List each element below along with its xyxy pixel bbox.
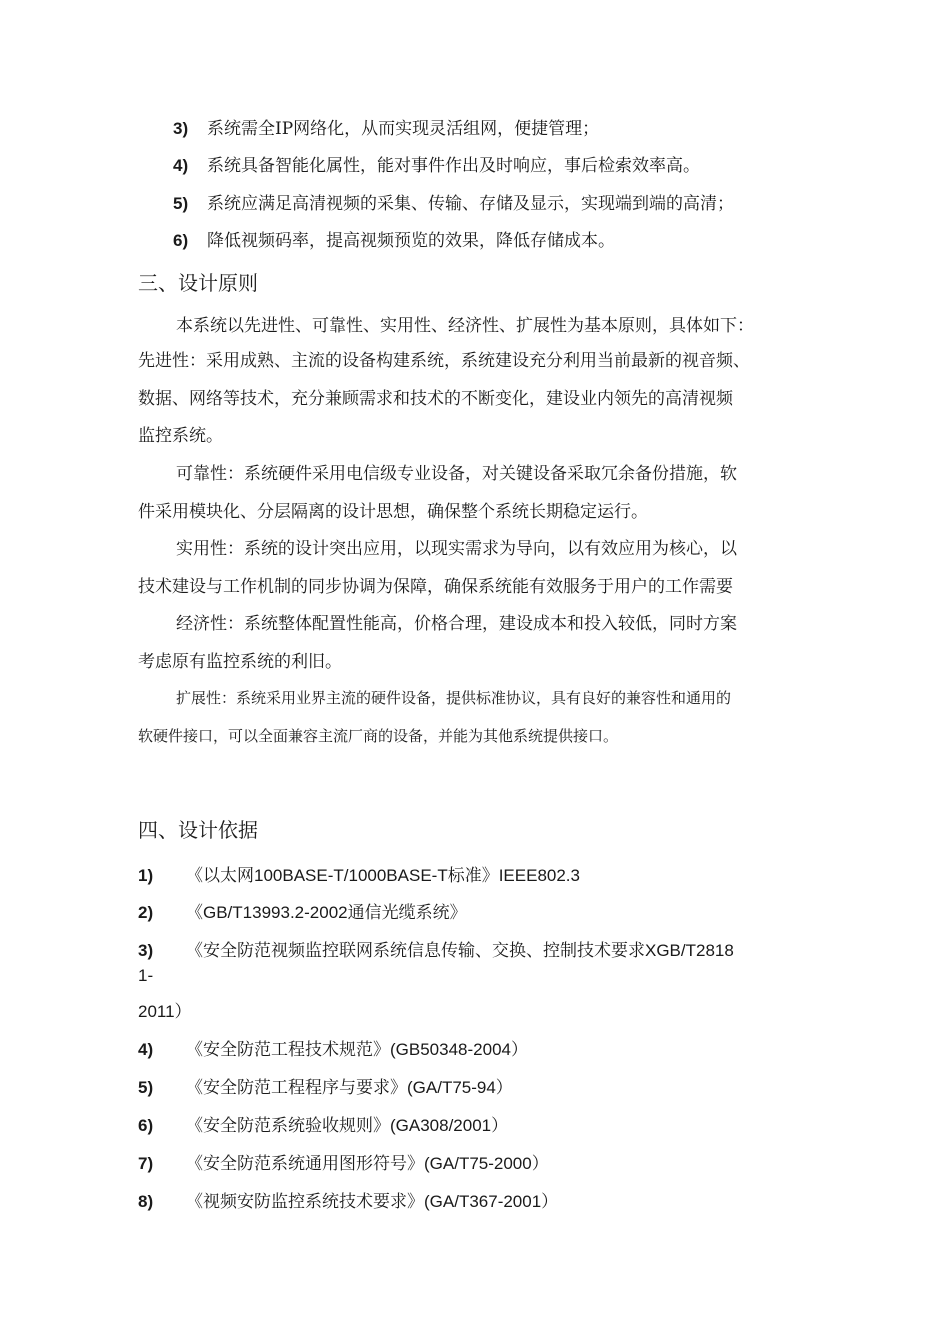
requirement-item	[173, 154, 700, 178]
reference-item	[138, 1038, 528, 1062]
item-number: 5)	[138, 1078, 154, 1097]
reference-item	[138, 1152, 549, 1176]
item-number: 1)	[138, 866, 154, 885]
reference-item	[138, 864, 580, 888]
item-text: 《安全防范工程程序与要求》(GA/T75-94）	[186, 1078, 513, 1097]
item-number: 8)	[138, 1192, 154, 1211]
item-text: 《视频安防监控系统技术要求》(GA/T367-2001）	[186, 1192, 559, 1211]
reference-continuation: 1-	[138, 966, 154, 985]
item-text: 《安全防范系统验收规则》(GA308/2001）	[186, 1116, 509, 1135]
item-number: 2)	[138, 903, 154, 922]
item-number: 3)	[138, 941, 154, 960]
reference-item	[138, 939, 734, 963]
paragraph-line: 先进性：采用成熟、主流的设备构建系统，系统建设充分利用当前最新的视音频、	[138, 351, 750, 371]
paragraph-line: 扩展性：系统采用业界主流的硬件设备，提供标准协议，具有良好的兼容性和通用的	[176, 689, 732, 707]
requirement-item	[173, 192, 734, 216]
paragraph-line: 技术建设与工作机制的同步协调为保障，确保系统能有效服务于用户的工作需要	[138, 576, 733, 597]
item-number: 7)	[138, 1154, 154, 1173]
item-number: 3)	[173, 119, 189, 138]
item-text: 降低视频码率，提高视频预览的效果，降低存储成本。	[207, 231, 615, 251]
item-text: 《安全防范视频监控联网系统信息传输、交换、控制技术要求XGB/T2818	[186, 941, 734, 960]
principle-extensible	[138, 680, 810, 755]
reference-item	[138, 901, 467, 925]
requirement-item	[173, 229, 615, 253]
item-number: 4)	[173, 156, 189, 175]
paragraph-line: 考虑原有监控系统的利旧。	[138, 651, 342, 672]
principle-reliable	[138, 456, 810, 531]
paragraph-line: 件采用模块化、分层隔离的设计思想，确保整个系统长期稳定运行。	[138, 501, 648, 522]
item-text: 《GB/T13993.2-2002通信光缆系统》	[186, 903, 467, 922]
principle-advanced	[138, 343, 810, 456]
item-text: 系统需全IP网络化，从而实现灵活组网，便捷管理；	[207, 119, 600, 139]
item-text: 《安全防范工程技术规范》(GB50348-2004）	[186, 1040, 528, 1059]
item-number: 5)	[173, 194, 189, 213]
paragraph-line: 可靠性：系统硬件采用电信级专业设备，对关键设备采取冗余备份措施，软	[176, 464, 737, 484]
section-heading: 四、设计依据	[138, 818, 258, 842]
item-number: 6)	[138, 1116, 154, 1135]
section-intro: 本系统以先进性、可靠性、实用性、经济性、扩展性为基本原则，具体如下：	[176, 316, 754, 336]
section-heading: 三、设计原则	[138, 271, 258, 295]
principle-economic	[138, 606, 810, 681]
item-number: 4)	[138, 1040, 154, 1059]
reference-continuation: 2011）	[138, 1002, 192, 1021]
reference-item	[138, 1114, 508, 1138]
item-text: 《安全防范系统通用图形符号》(GA/T75-2000）	[186, 1154, 549, 1173]
paragraph-line: 实用性：系统的设计突出应用，以现实需求为导向，以有效应用为核心，以	[176, 539, 737, 559]
requirement-item	[173, 117, 599, 141]
reference-item	[138, 1076, 513, 1100]
paragraph-line: 监控系统。	[138, 426, 223, 446]
item-text: 系统具备智能化属性，能对事件作出及时响应，事后检索效率高。	[207, 156, 700, 176]
reference-item	[138, 1190, 558, 1214]
item-number: 6)	[173, 231, 189, 250]
paragraph-line: 数据、网络等技术，充分兼顾需求和技术的不断变化，建设业内领先的高清视频	[138, 388, 733, 409]
paragraph-line: 软硬件接口，可以全面兼容主流厂商的设备，并能为其他系统提供接口。	[138, 726, 619, 745]
paragraph-line: 经济性：系统整体配置性能高，价格合理，建设成本和投入较低，同时方案	[176, 614, 737, 634]
item-text: 系统应满足高清视频的采集、传输、存储及显示，实现端到端的高清；	[207, 194, 734, 214]
item-text: 《以太网100BASE-T/1000BASE-T标准》IEEE802.3	[186, 866, 580, 885]
principle-practical	[138, 531, 810, 606]
